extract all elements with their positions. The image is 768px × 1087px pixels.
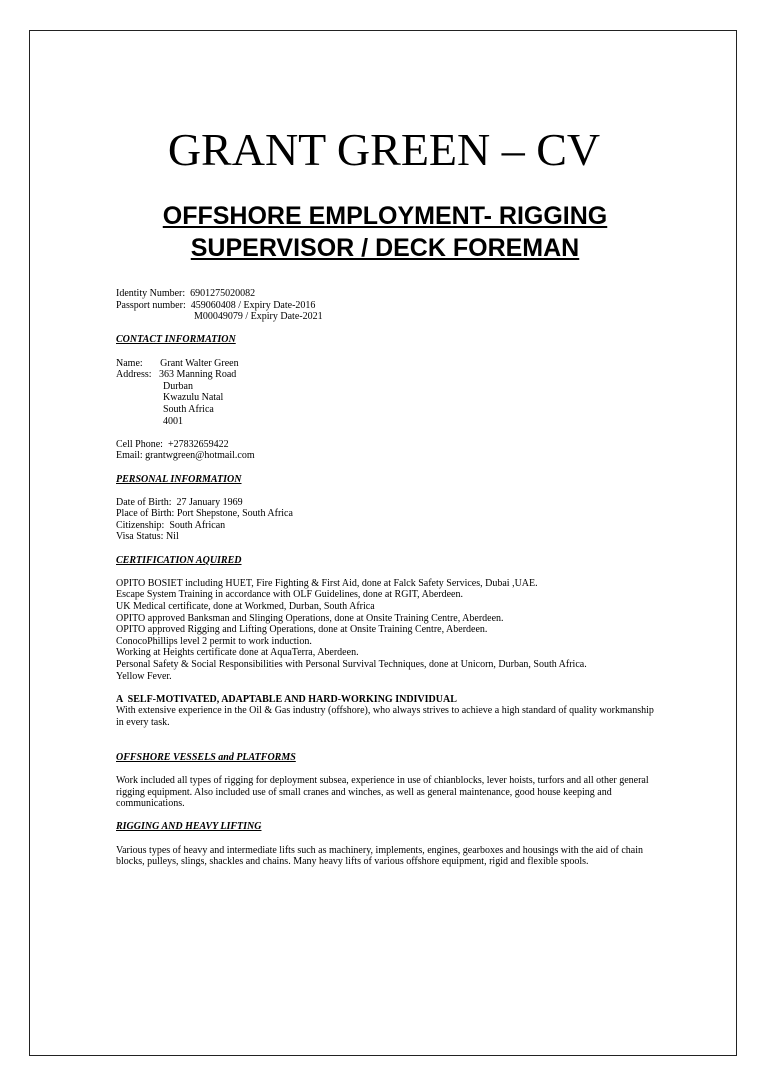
summary-text: With extensive experience in the Oil & Gas industry (offshore), who always strives to achieve a high standard of quality workmanship in every task. [116,705,654,728]
certification-item: OPITO BOSIET including HUET, Fire Fighting & First Aid, done at Falck Safety Services, Dubai ,UAE. [116,577,538,589]
date-of-birth: Date of Birth: 27 January 1969 [116,496,243,508]
email: Email: grantwgreen@hotmail.com [116,450,255,462]
summary-heading: A SELF-MOTIVATED, ADAPTABLE AND HARD-WORKING INDIVIDUAL [116,693,457,705]
address-line: 4001 [163,415,183,427]
contact-heading: CONTACT INFORMATION [116,334,236,346]
job-title [100,200,670,264]
certification-item: UK Medical certificate, done at Workmed, Durban, South Africa [116,601,375,613]
contact-name: Name: Grant Walter Green [116,357,239,369]
identity-number: Identity Number: 6901275020082 [116,288,256,299]
certification-item: ConocoPhillips level 2 permit to work induction. [116,635,312,647]
address-line: Kwazulu Natal [163,392,224,404]
rigging-heading: RIGGING AND HEAVY LIFTING [116,821,262,833]
address-line: South Africa [163,403,214,415]
passport-number-2: M00049079 / Expiry Date-2021 [194,311,323,323]
contact-address: Address: 363 Manning Road [116,369,237,381]
citizenship: Citizenship: South African [116,519,226,531]
offshore-text: Work included all types of rigging for deployment subsea, experience in use of chianblocks, lever hoists, turfors and all other general rigging equipment. Also included use of small cranes and winches, as well as general maintenance, good house keeping and communications. [116,774,649,810]
cell-phone: Cell Phone: +27832659422 [116,438,229,450]
passport-number: Passport number: 459060408 / Expiry Date-2016 [116,299,316,311]
job-title-line-2: SUPERVISOR / DECK FOREMAN [190,234,580,262]
address-line: Durban [163,380,193,392]
cv-title: GRANT GREEN – CV [167,124,601,175]
rigging-text: Various types of heavy and intermediate lifts such as machinery, implements, engines, gearboxes and housings with the aid of chain blocks, pulleys, slings, shackles and chains. Many heavy lifts of various offshore equipment, rigid and flexible spools. [116,844,643,868]
certification-item: Escape System Training in accordance with OLF Guidelines, done at RGIT, Aberdeen. [116,589,463,601]
personal-heading: PERSONAL INFORMATION [116,473,242,485]
certification-item: OPITO approved Banksman and Slinging Operations, done at Onsite Training Centre, Aberdeen. [116,612,504,624]
certification-item: Yellow Fever. [116,670,172,682]
job-title-line-1: OFFSHORE EMPLOYMENT- RIGGING [162,202,608,230]
certification-item: Working at Heights certificate done at AquaTerra, Aberdeen. [116,647,359,659]
cv-body [116,288,656,868]
offshore-heading: OFFSHORE VESSELS and PLATFORMS [116,751,296,763]
certification-heading: CERTIFICATION AQUIRED [116,554,242,566]
certification-item: OPITO approved Rigging and Lifting Operations, done at Onsite Training Centre, Aberdeen. [116,624,488,636]
certification-item: Personal Safety & Social Responsibilities with Personal Survival Techniques, done at Unicorn, Durban, South Africa. [116,659,587,670]
place-of-birth: Place of Birth: Port Shepstone, South Africa [116,508,293,520]
visa-status: Visa Status: Nil [116,531,179,543]
